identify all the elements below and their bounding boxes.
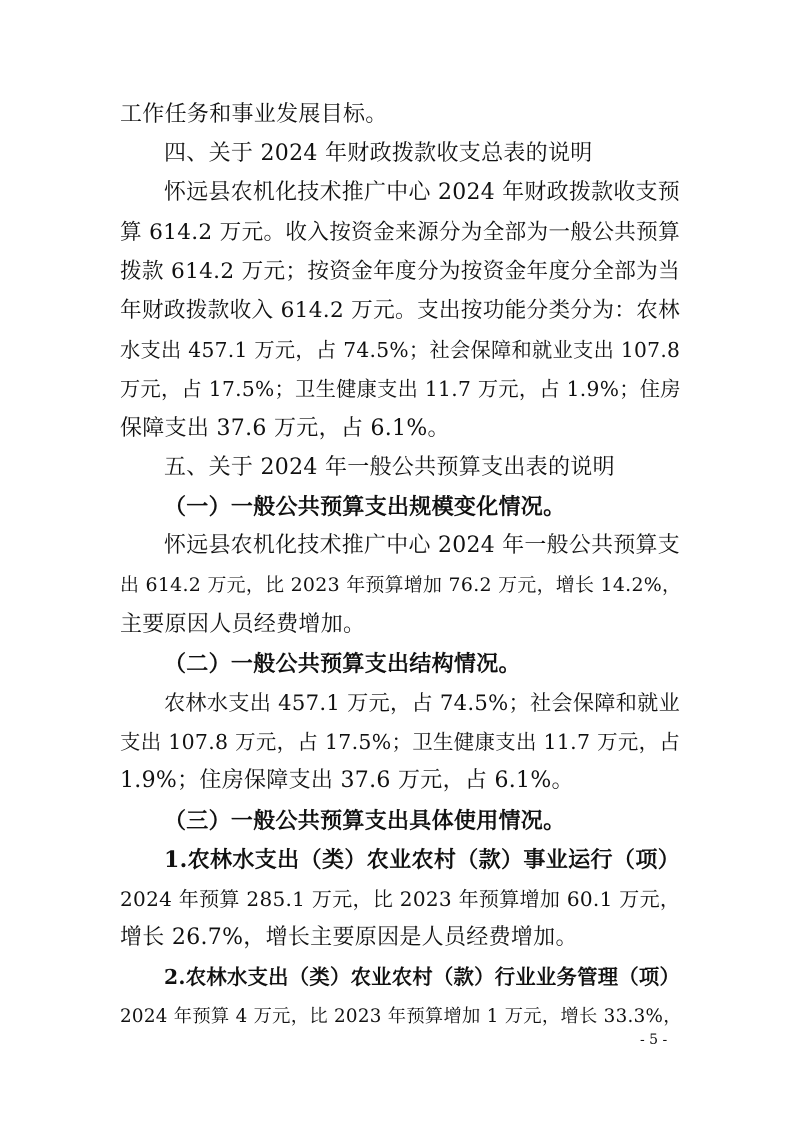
paragraph-line: 水支出 457.1 万元，占 74.5%；社会保障和就业支出 107.8 xyxy=(120,338,681,362)
paragraph-line: 年财政拨款收入 614.2 万元。支出按功能分类分为：农林 xyxy=(120,298,680,323)
paragraph-line: 2024 年预算 285.1 万元，比 2023 年预算增加 60.1 万元， xyxy=(120,887,681,911)
paragraph-line: 出 614.2 万元，比 2023 年预算增加 76.2 万元，增长 14.2%， xyxy=(120,574,682,596)
subsection-heading: （三）一般公共预算支出具体使用情况。 xyxy=(164,808,566,834)
paragraph-line: 增长 26.7%，增长主要原因是人员经费增加。 xyxy=(120,925,578,950)
paragraph-line: 1.9%；住房保障支出 37.6 万元，占 6.1%。 xyxy=(120,768,574,793)
paragraph-line: 算 614.2 万元。收入按资金来源分为全部为一般公共预算 xyxy=(120,220,680,245)
paragraph-line: 工作任务和事业发展目标。 xyxy=(120,102,388,127)
item-heading: 1.农林水支出（类）农业农村（款）事业运行（项） xyxy=(164,847,680,873)
item-heading: 2.农林水支出（类）农业农村（款）行业业务管理（项） xyxy=(164,965,681,989)
section-heading: 五、关于 2024 年一般公共预算支出表的说明 xyxy=(164,455,615,480)
subsection-heading: （一）一般公共预算支出规模变化情况。 xyxy=(164,494,566,520)
paragraph-line: 2024 年预算 4 万元，比 2023 年预算增加 1 万元，增长 33.3%， xyxy=(120,1006,682,1027)
paragraph-line: 农林水支出 457.1 万元，占 74.5%；社会保障和就业 xyxy=(164,690,680,715)
paragraph-line: 主要原因人员经费增加。 xyxy=(120,612,366,637)
paragraph-line: 保障支出 37.6 万元，占 6.1%。 xyxy=(120,416,450,441)
paragraph-line: 支出 107.8 万元，占 17.5%；卫生健康支出 11.7 万元，占 xyxy=(120,730,681,754)
paragraph-line: 拨款 614.2 万元；按资金年度分为按资金年度分全部为当 xyxy=(120,259,680,284)
subsection-heading: （二）一般公共预算支出结构情况。 xyxy=(164,651,521,677)
paragraph-line: 怀远县农机化技术推广中心 2024 年财政拨款收支预 xyxy=(164,180,680,205)
page-number: - 5 - xyxy=(640,1032,668,1048)
paragraph-line: 怀远县农机化技术推广中心 2024 年一般公共预算支 xyxy=(164,533,680,558)
section-heading: 四、关于 2024 年财政拨款收支总表的说明 xyxy=(164,141,593,166)
paragraph-line: 万元，占 17.5%；卫生健康支出 11.7 万元，占 1.9%；住房 xyxy=(120,377,681,401)
